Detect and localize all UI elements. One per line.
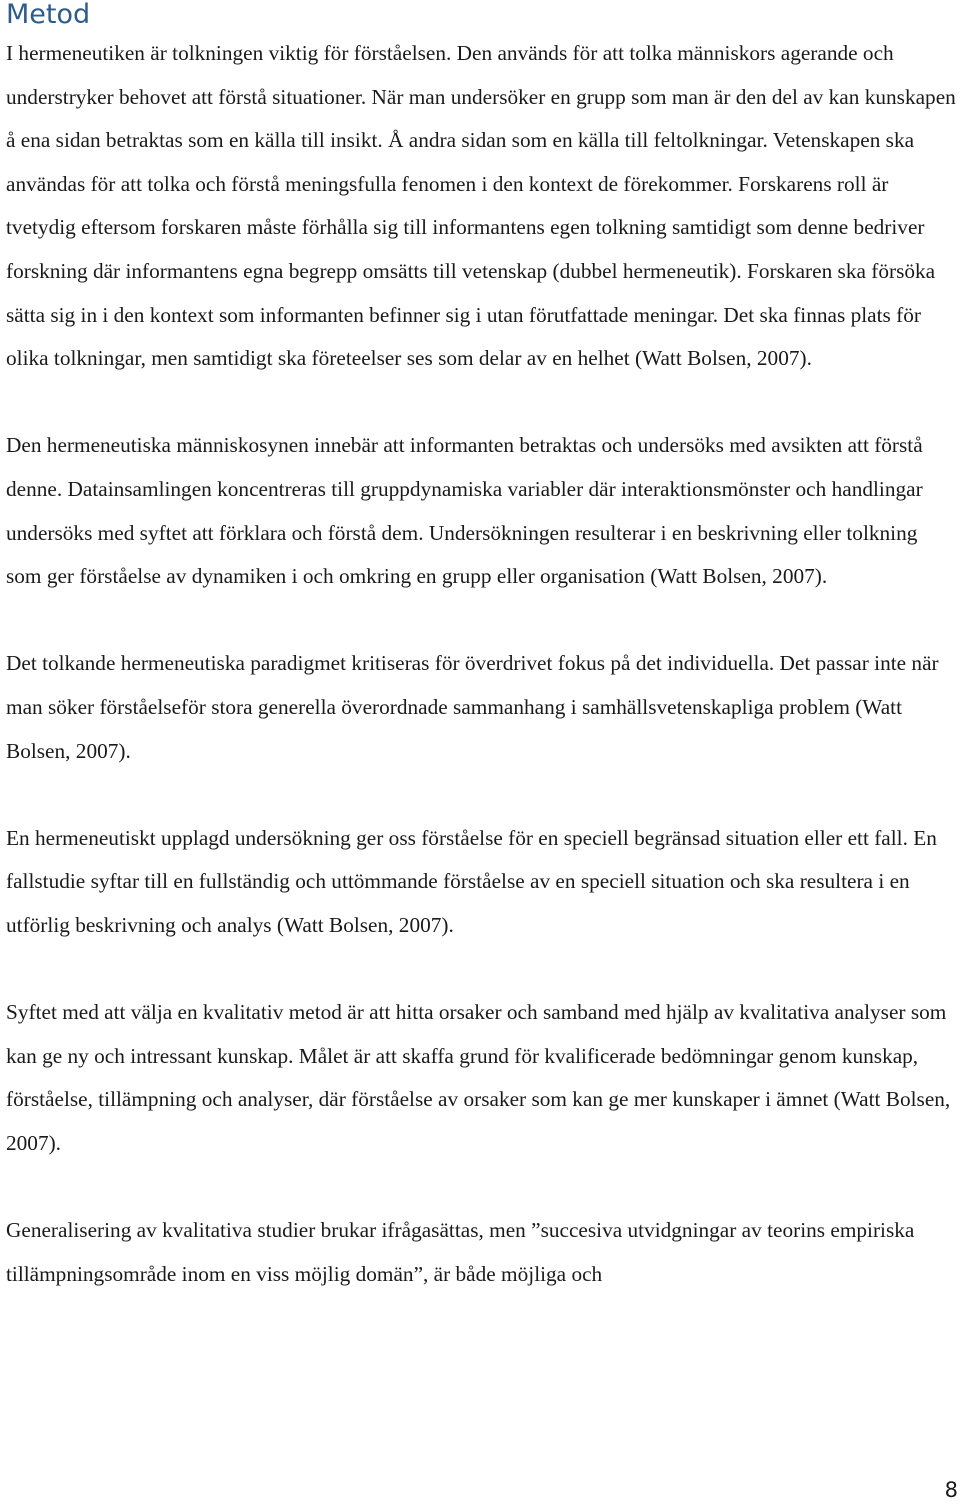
section-heading: Metod <box>6 0 91 30</box>
paragraph-human-view: Den hermeneutiska människosynen innebär att informanten betraktas och undersöks med avsikten att förstå denne. Datainsamlingen koncentreras till gruppdynamiska variabler där interaktionsmönster och handlingar undersöks med syftet att förklara och förstå dem. Undersökningen resulterar i en beskrivning eller tolkning som ger förståelse av dynamiken i och omkring en grupp eller organisation (Watt Bolsen, 2007). <box>6 433 923 589</box>
page-number: 8 <box>944 1478 958 1502</box>
paragraph-generalisation: Generalisering av kvalitativa studier brukar ifrågasättas, men ”succesiva utvidgningar av teorins empiriska tillämpningsområde inom en viss möjlig domän”, är både möjliga och <box>6 1218 915 1286</box>
paragraph-case-study: En hermeneutiskt upplagd undersökning ger oss förståelse för en speciell begränsad situation eller ett fall. En fallstudie syftar till en fullständig och uttömmande förståelse av en speciell situation och ska resultera i en utförlig beskrivning och analys (Watt Bolsen, 2007). <box>6 825 937 937</box>
document-page <box>6 0 958 1296</box>
paragraph-criticism: Det tolkande hermeneutiska paradigmet kritiseras för överdrivet fokus på det individuella. Det passar inte när man söker förståelseför stora generella överordnade sammanhang i samhällsvetenskapliga problem (Watt Bolsen, 2007). <box>6 651 939 763</box>
paragraph-hermeneutics-intro: I hermeneutiken är tolkningen viktig för förståelsen. Den används för att tolka människors agerande och understryker behovet att förstå situationer. När man undersöker en grupp som man är den del av kan kunskapen å ena sidan betraktas som en källa till insikt. Å andra sidan som en källa till feltolkningar. Vetenskapen ska användas för att tolka och förstå meningsfulla fenomen i den kontext de förekommer. Forskarens roll är tvetydig eftersom forskaren måste förhålla sig till informantens egen tolkning samtidigt som denne bedriver forskning där informantens egna begrepp omsätts till vetenskap (dubbel hermeneutik). Forskaren ska försöka sätta sig in i den kontext som informanten befinner sig i utan förutfattade meningar. Det ska finnas plats för olika tolkningar, men samtidigt ska företeelser ses som delar av en helhet (Watt Bolsen, 2007). <box>6 41 956 371</box>
paragraph-qualitative-purpose: Syftet med att välja en kvalitativ metod är att hitta orsaker och samband med hjälp av kvalitativa analyser som kan ge ny och intressant kunskap. Målet är att skaffa grund för kvalificerade bedömningar genom kunskap, förståelse, tillämpning och analyser, där förståelse av orsaker som kan ge mer kunskaper i ämnet (Watt Bolsen, 2007). <box>6 1000 951 1155</box>
